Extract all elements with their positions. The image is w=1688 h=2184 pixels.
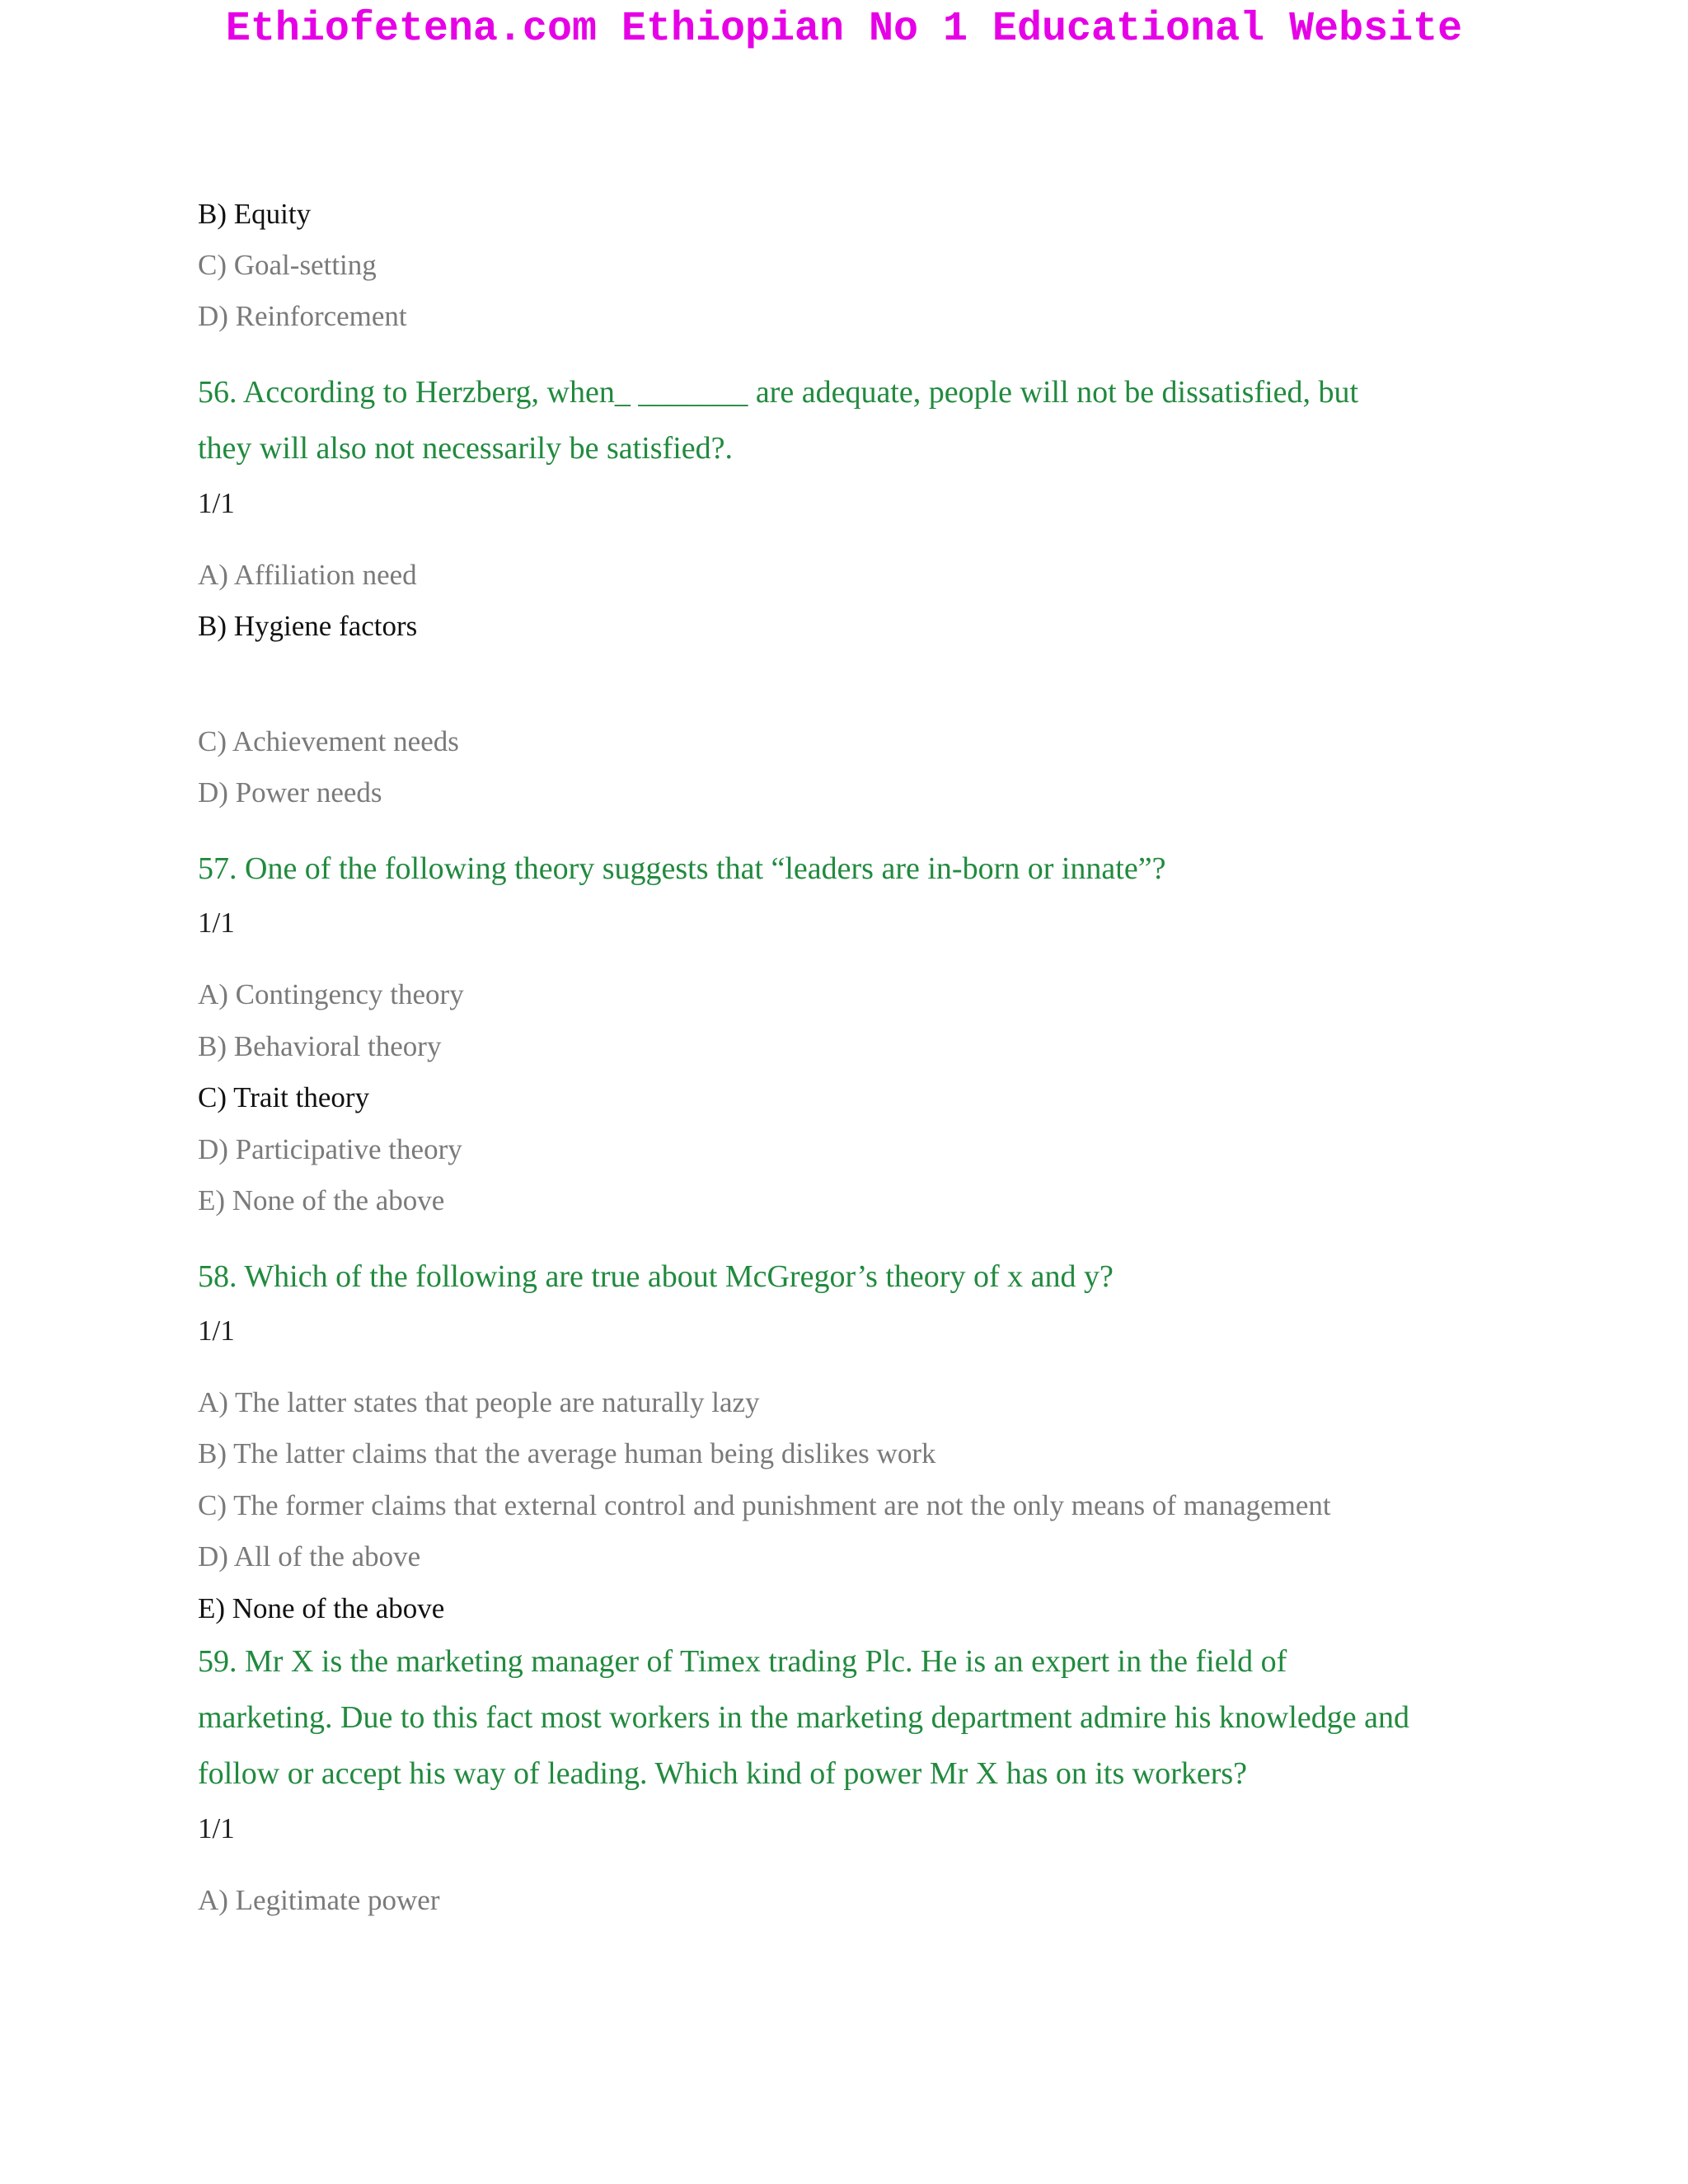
q55-option-c: C) Goal-setting: [198, 249, 377, 281]
q56-text-line-1: 56. According to Herzberg, when_ _______ are adequate, people will not be dissatisfied, but: [198, 375, 1359, 410]
q57-text-line-1: 57. One of the following theory suggests that “leaders are in-born or innate”?: [198, 851, 1166, 886]
q59-option-a: A) Legitimate power: [198, 1884, 440, 1916]
q56-score: 1/1: [198, 487, 235, 519]
q58-option-a: A) The latter states that people are naturally lazy: [198, 1386, 760, 1418]
q56-option-d: D) Power needs: [198, 776, 382, 808]
q57-option-d: D) Participative theory: [198, 1133, 462, 1165]
q56-option-b: B) Hygiene factors: [198, 610, 418, 642]
q58-option-b: B) The latter claims that the average human being dislikes work: [198, 1437, 936, 1469]
q55-option-b: B) Equity: [198, 198, 312, 230]
q56-text-line-2: they will also not necessarily be satisfied?.: [198, 431, 733, 466]
q58-option-d: D) All of the above: [198, 1540, 421, 1572]
q58-score: 1/1: [198, 1315, 235, 1347]
q58-option-e: E) None of the above: [198, 1592, 445, 1624]
q57-option-e: E) None of the above: [198, 1184, 445, 1216]
q58-option-c: C) The former claims that external control and punishment are not the only means of management: [198, 1489, 1331, 1521]
q57-option-b: B) Behavioral theory: [198, 1030, 442, 1062]
q56-option-c: C) Achievement needs: [198, 725, 459, 757]
q59-text-line-2: marketing. Due to this fact most workers in the marketing department admire his knowledge and: [198, 1700, 1409, 1735]
q57-option-c: C) Trait theory: [198, 1081, 370, 1113]
q59-score: 1/1: [198, 1812, 235, 1844]
q57-option-a: A) Contingency theory: [198, 978, 464, 1010]
q58-text-line-1: 58. Which of the following are true about McGregor’s theory of x and y?: [198, 1259, 1114, 1294]
site-banner: Ethiofetena.com Ethiopian No 1 Educational Website: [225, 6, 1463, 53]
q56-option-a: A) Affiliation need: [198, 559, 417, 591]
q57-score: 1/1: [198, 907, 235, 939]
q59-text-line-3: follow or accept his way of leading. Which kind of power Mr X has on its workers?: [198, 1756, 1248, 1791]
q55-option-d: D) Reinforcement: [198, 300, 407, 332]
q59-text-line-1: 59. Mr X is the marketing manager of Timex trading Plc. He is an expert in the field of: [198, 1644, 1287, 1679]
